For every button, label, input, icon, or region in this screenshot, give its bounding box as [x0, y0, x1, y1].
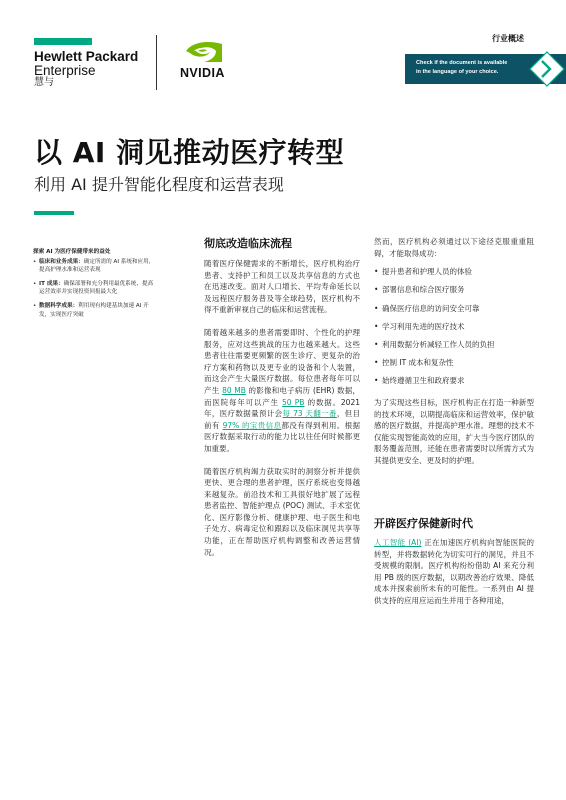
paragraph: 为了实现这些目标，医疗机构正在打造一种新型的技术环境，以期提高临床和运营效率，保护敏感的医疗数据，并提高护理水准。理想的技术不仅能实现智能高效的应用，扩大当今医疗团队的服务覆盖范围，还能在患者需要时以所需方式为其提供更安全、更及时的护理。 — [374, 397, 534, 465]
list-item: • 提升患者和护理人员的体验 — [374, 266, 534, 278]
hpe-logo-bar — [34, 38, 92, 45]
paragraph: 然而，医疗机构必须通过以下途径克服重重阻碍，才能取得成功： — [374, 237, 534, 258]
text-run: 随着越来越多的患者需要即时、个性化的护理服务，应对这些挑战的压力也越来越大。这些患者往往需要更频繁的医生诊疗、更复杂的治疗方案和药物以及更专业的设备和个人装置，而这会产生大量医疗数据。每位患者每年可以产生 — [204, 327, 360, 395]
section-heading-new-era: 开辟医疗保健新时代 — [374, 517, 473, 530]
link-80mb[interactable]: 80 MB — [222, 385, 246, 395]
sidebar-item-text: 利用现有构建基块加速 AI 开发，实现医疗突破 — [39, 302, 149, 318]
sidebar-item — [33, 280, 158, 297]
text-run: 的数据。2021 年，医疗数据量预计会 — [204, 397, 360, 419]
sidebar-item-text: 确保部署和充分利用最优系统，提高运营效率并实现投资回报最大化 — [39, 280, 154, 296]
banner-line-1: Check if the document is available — [416, 60, 508, 66]
nvidia-wordmark: NVIDIA — [180, 66, 225, 80]
column-2 — [374, 236, 534, 477]
column-1 — [204, 258, 360, 569]
sidebar-item — [33, 302, 158, 319]
link-50pb[interactable]: 50 PB — [282, 397, 305, 407]
nvidia-eye-icon — [182, 38, 226, 64]
sidebar-item-label: 临床和业务成果： — [39, 258, 84, 265]
list-item: • 学习利用先进的医疗技术 — [374, 321, 534, 333]
sidebar-item-text: 确定所需的 AI 系统和应用，提高护理水准和运营表现 — [39, 258, 155, 274]
page-title: 以 AI 洞见推动医疗转型 — [34, 136, 345, 169]
language-banner-text[interactable] — [416, 59, 536, 77]
logo-divider — [156, 35, 157, 90]
text-run: 的影像和电子病历 (EHR) 数据，而医院每年可以产生 — [204, 385, 361, 407]
link-ai[interactable]: 人工智能 (AI) — [374, 538, 422, 547]
chevron-right-icon[interactable] — [528, 50, 566, 88]
column-2-lower — [374, 537, 534, 618]
section-label: 行业概述 — [492, 34, 524, 43]
list-item: • 利用数据分析减轻工作人员的负担 — [374, 339, 534, 351]
list-item: • 控制 IT 成本和复杂性 — [374, 357, 534, 369]
paragraph: 随着医疗机构竭力获取实时的洞察分析并提供更快、更合理的患者护理，医疗系统也变得越来越复杂。前沿技术和工具很好地扩展了远程患者监控、智能护理点 (POC) 测试、手术室优化、医疗影像分析、健康护理、电子医生和电子处方、病毒定位和跟踪以及临床洞见共享等功能，正在帮助医疗机构调整和改善运营情况。 — [204, 466, 360, 557]
link-73-days[interactable]: 每 73 天翻一番 — [282, 409, 337, 419]
sidebar-item-label: 数据科学成果： — [39, 302, 79, 309]
paragraph — [204, 327, 360, 455]
text-run: 都没有得到利用。根据医疗数据采取行动的能力比以往任何时候都更加重要。 — [204, 420, 360, 453]
page-subtitle: 利用 AI 提升智能化程度和运营表现 — [34, 175, 284, 194]
link-97-percent[interactable]: 97% 的宝贵信息 — [222, 420, 282, 430]
hpe-logo-enterprise: Enterprise — [34, 63, 96, 78]
banner-line-2: in the language of your choice. — [416, 69, 499, 75]
text-run: ，但目前有 — [204, 409, 361, 430]
text-run: 正在加速医疗机构向智能医院的转型，并将数据转化为切实可行的洞见，并且不受规模的限制。医疗机构纷纷借助 AI 来充分利用 PB 级的医疗数据，以期改善治疗效果、降低成本并探索前所未有的可能性。一系列由 AI 提供支持的应用应运而生并用于各种用途， — [374, 538, 534, 605]
sidebar-heading: 探索 AI 为医疗保健带来的益处 — [33, 249, 111, 255]
hpe-logo-chinese: 慧与 — [34, 77, 54, 88]
list-item: • 始终遵循卫生和政府要求 — [374, 375, 534, 387]
sidebar-item-label: IT 成果： — [39, 280, 64, 287]
section-heading-clinical: 彻底改造临床流程 — [204, 237, 292, 250]
hpe-logo-name: Hewlett Packard — [34, 49, 139, 64]
list-item: • 确保医疗信息的访问安全可靠 — [374, 303, 534, 315]
sidebar-item — [33, 258, 158, 275]
title-accent-bar — [34, 211, 74, 215]
paragraph — [374, 537, 534, 607]
sidebar-summary — [33, 248, 158, 324]
list-item: • 部署信息和综合医疗服务 — [374, 284, 534, 296]
challenge-list — [374, 266, 534, 387]
paragraph: 随着医疗保健需求的不断增长，医疗机构治疗患者、支持护工和员工以及共享信息的方式也在迅速改变。面对人口增长、平均寿命延长以及远程医疗服务普及等全球趋势，医疗机构不得不重新审视自己的临床和运营流程。 — [204, 259, 360, 315]
